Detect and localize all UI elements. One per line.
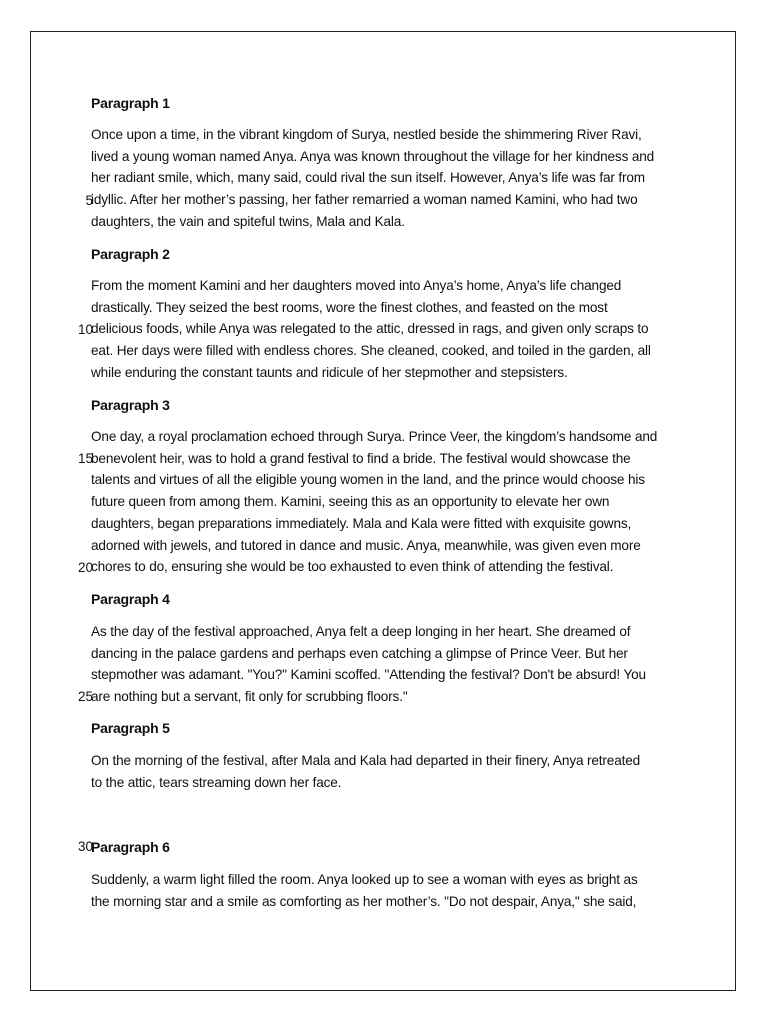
text-line: idyllic. After her mother’s passing, her father remarried a woman named Kamini, who had two bbox=[91, 192, 638, 208]
paragraph-body bbox=[91, 426, 691, 578]
paragraph-body bbox=[91, 750, 691, 793]
paragraph-heading: Paragraph 2 bbox=[91, 246, 170, 262]
document-page bbox=[30, 31, 736, 991]
paragraph-heading: Paragraph 6 bbox=[91, 839, 170, 855]
paragraph-body bbox=[91, 621, 691, 708]
line-number: 20 bbox=[77, 560, 93, 575]
paragraph-heading: Paragraph 5 bbox=[91, 720, 170, 736]
text-line: One day, a royal proclamation echoed through Surya. Prince Veer, the kingdom’s handsome and bbox=[91, 429, 658, 444]
text-line: lived a young woman named Anya. Anya was known throughout the village for her kindness and bbox=[91, 148, 655, 164]
text-line: As the day of the festival approached, Anya felt a deep longing in her heart. She dreamed of bbox=[91, 624, 631, 639]
text-line: Suddenly, a warm light filled the room. Anya looked up to see a woman with eyes as bright as bbox=[91, 872, 638, 887]
line-number: 25 bbox=[77, 689, 93, 704]
line-number: 10 bbox=[77, 322, 93, 337]
text-line: while enduring the constant taunts and ridicule of her stepmother and stepsisters. bbox=[91, 364, 568, 380]
text-line: daughters, the vain and spiteful twins, Mala and Kala. bbox=[91, 213, 405, 229]
text-line: eat. Her days were filled with endless chores. She cleaned, cooked, and toiled in the garden, all bbox=[91, 343, 651, 359]
paragraph-heading: Paragraph 4 bbox=[91, 591, 170, 607]
line-number: 15 bbox=[77, 451, 93, 466]
paragraph-body bbox=[91, 869, 691, 912]
text-line: benevolent heir, was to hold a grand festival to find a bride. The festival would showcase the bbox=[91, 450, 631, 466]
text-line: Once upon a time, in the vibrant kingdom of Surya, nestled beside the shimmering River Ravi, bbox=[91, 127, 642, 142]
text-line: the morning star and a smile as comforting as her mother’s. "Do not despair, Anya," she said, bbox=[91, 893, 637, 909]
text-line: delicious foods, while Anya was relegated to the attic, dressed in rags, and given only scraps to bbox=[91, 321, 649, 337]
text-line: dancing in the palace gardens and perhaps even catching a glimpse of Prince Veer. But her bbox=[91, 645, 628, 661]
text-line: adorned with jewels, and tutored in dance and music. Anya, meanwhile, was given even more bbox=[91, 537, 641, 553]
text-line: stepmother was adamant. "You?" Kamini scoffed. "Attending the festival? Don't be absurd! You bbox=[91, 667, 646, 683]
text-line: On the morning of the festival, after Mala and Kala had departed in their finery, Anya retreated bbox=[91, 753, 641, 768]
text-line: future queen from among them. Kamini, seeing this as an opportunity to elevate her own bbox=[91, 494, 610, 510]
text-line: her radiant smile, which, many said, could rival the sun itself. However, Anya’s life was far from bbox=[91, 170, 645, 186]
line-number: 30 bbox=[77, 839, 93, 854]
text-line: chores to do, ensuring she would be too exhausted to even think of attending the festival. bbox=[91, 559, 614, 575]
text-line: talents and virtues of all the eligible young women in the land, and the prince would choose his bbox=[91, 472, 645, 488]
text-line: are nothing but a servant, fit only for scrubbing floors." bbox=[91, 689, 408, 705]
paragraph-heading: Paragraph 1 bbox=[91, 95, 170, 111]
paragraph-body bbox=[91, 275, 691, 384]
text-line: From the moment Kamini and her daughters moved into Anya’s home, Anya’s life changed bbox=[91, 278, 622, 293]
paragraph-heading: Paragraph 3 bbox=[91, 397, 170, 413]
text-line: drastically. They seized the best rooms, wore the finest clothes, and feasted on the most bbox=[91, 299, 608, 315]
text-line: to the attic, tears streaming down her face. bbox=[91, 774, 342, 790]
paragraph-body bbox=[91, 124, 691, 233]
text-line: daughters, began preparations immediately. Mala and Kala were fitted with exquisite gowns, bbox=[91, 515, 632, 531]
line-number: 5 bbox=[85, 193, 93, 208]
